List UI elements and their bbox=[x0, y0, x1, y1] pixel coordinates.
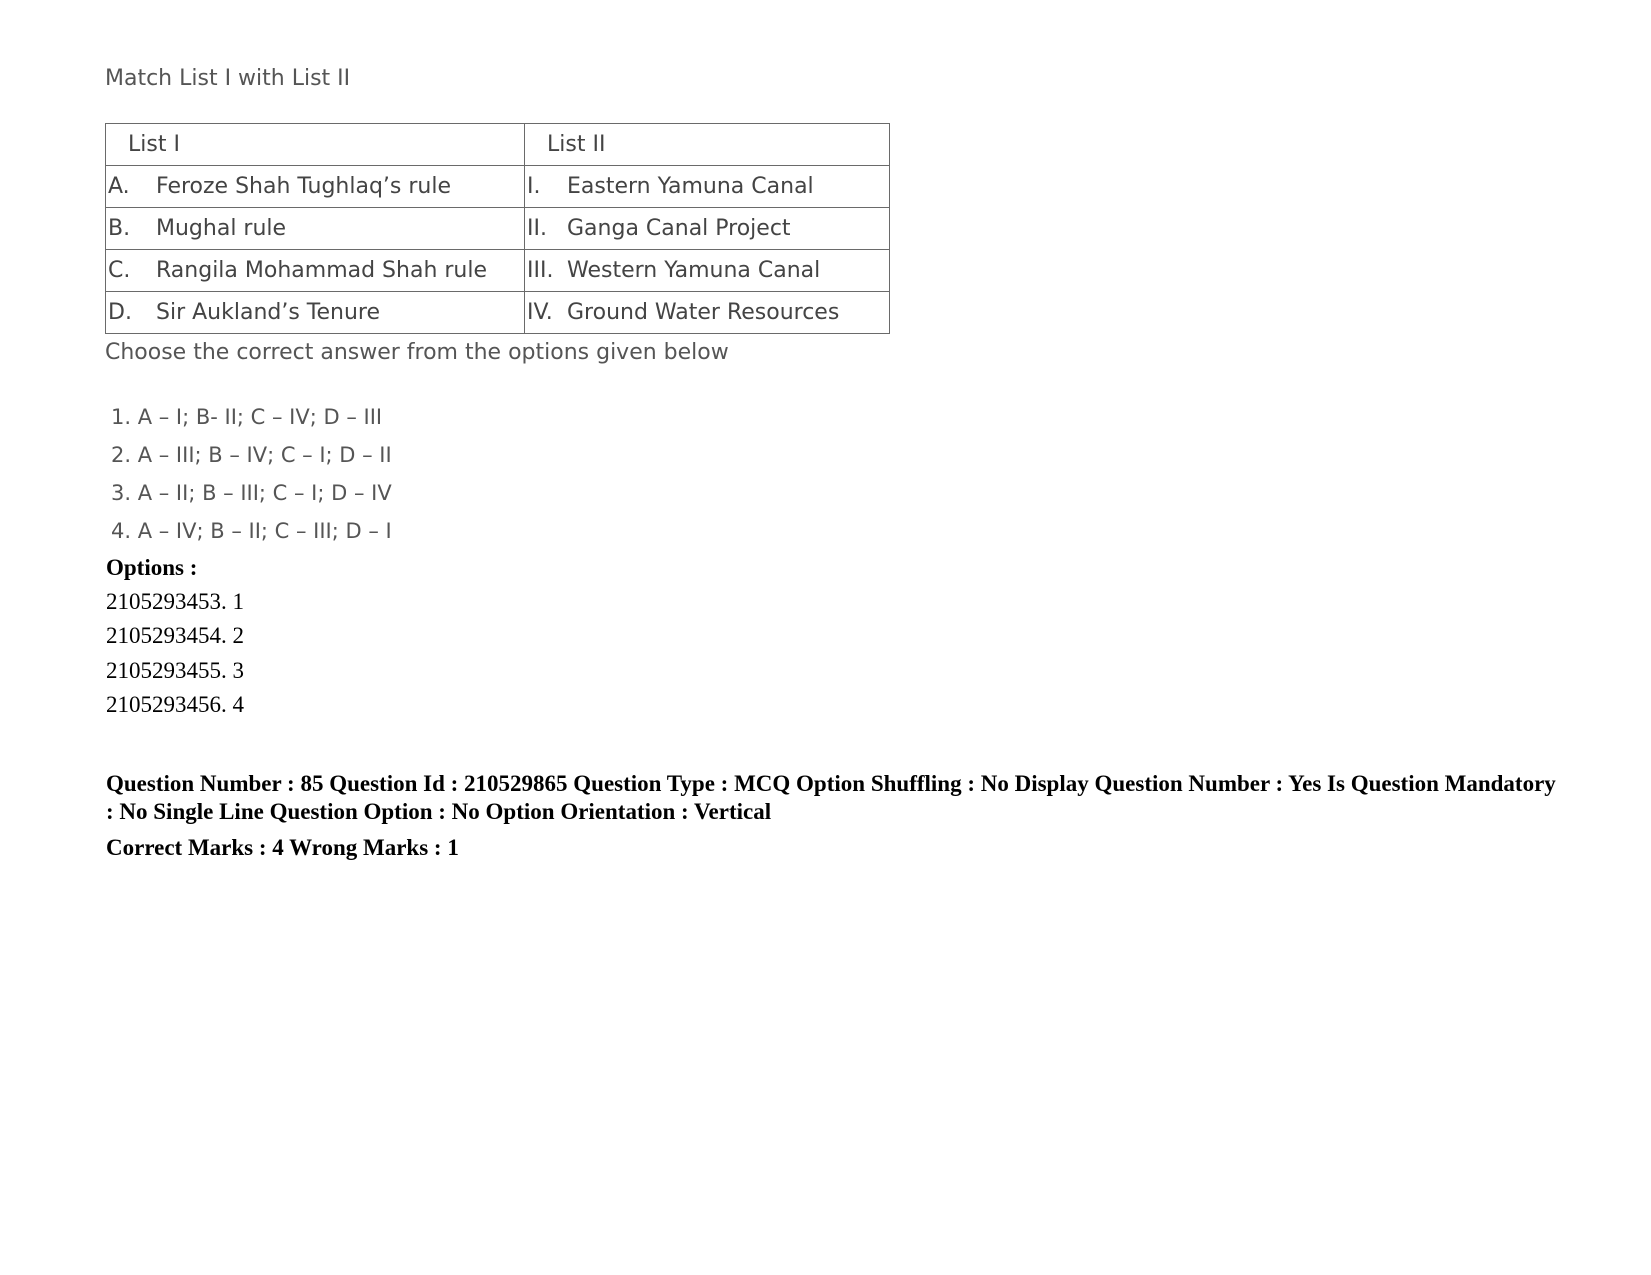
answer-choice: 2. A – III; B – IV; C – I; D – II bbox=[111, 443, 392, 467]
list-2-item: Ground Water Resources bbox=[567, 300, 840, 325]
answer-choice: 1. A – I; B- II; C – IV; D – III bbox=[111, 405, 383, 429]
list-1-item: Rangila Mohammad Shah rule bbox=[156, 258, 488, 283]
list-2-marker: III. bbox=[527, 258, 554, 283]
list-1-marker: C. bbox=[108, 258, 131, 283]
list-1-item: Sir Aukland’s Tenure bbox=[156, 300, 381, 325]
table-row bbox=[106, 250, 890, 292]
answer-choice: 3. A – II; B – III; C – I; D – IV bbox=[111, 481, 392, 505]
list-2-item: Ganga Canal Project bbox=[567, 216, 791, 241]
option-item: 2105293456. 4 bbox=[106, 692, 244, 717]
table-row bbox=[106, 208, 890, 250]
question-meta: Question Number : 85 Question Id : 210529865 Question Type : MCQ Option Shuffling : No Display Question Number : Yes Is Question Mandatory : No Single Line Question Option : No Option Orientation : Vertical bbox=[106, 771, 1556, 824]
list-1-marker: A. bbox=[108, 174, 130, 199]
option-item: 2105293454. 2 bbox=[106, 623, 244, 648]
table-row bbox=[106, 292, 890, 334]
match-table bbox=[105, 123, 890, 334]
list-1-marker: D. bbox=[108, 300, 132, 325]
list-1-item: Feroze Shah Tughlaq’s rule bbox=[156, 174, 452, 199]
option-item: 2105293453. 1 bbox=[106, 589, 244, 614]
instruction-text: Choose the correct answer from the options given below bbox=[105, 340, 729, 365]
question-title: Match List I with List II bbox=[105, 66, 351, 91]
list-1-header: List I bbox=[128, 132, 180, 157]
list-2-marker: I. bbox=[527, 174, 541, 199]
list-2-header: List II bbox=[547, 132, 606, 157]
option-item: 2105293455. 3 bbox=[106, 658, 244, 683]
list-2-item: Western Yamuna Canal bbox=[567, 258, 821, 283]
answer-list bbox=[111, 398, 392, 550]
table-header-row bbox=[106, 124, 890, 166]
table-row bbox=[106, 166, 890, 208]
marks-line: Correct Marks : 4 Wrong Marks : 1 bbox=[106, 835, 459, 860]
list-1-marker: B. bbox=[108, 216, 131, 241]
list-2-marker: IV. bbox=[527, 300, 553, 325]
list-2-marker: II. bbox=[527, 216, 547, 241]
options-label: Options : bbox=[106, 555, 198, 580]
list-1-item: Mughal rule bbox=[156, 216, 287, 241]
answer-choice: 4. A – IV; B – II; C – III; D – I bbox=[111, 519, 392, 543]
list-2-item: Eastern Yamuna Canal bbox=[567, 174, 814, 199]
